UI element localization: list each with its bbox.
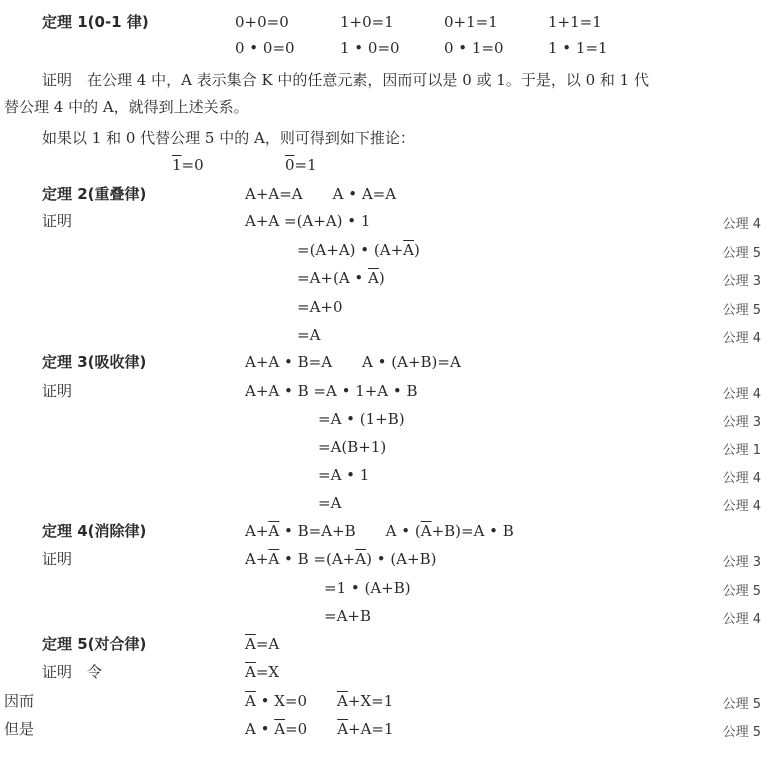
then-ref: 公理 5 [722,697,761,712]
theorem-2-title: 定理 2(重叠律) [42,185,147,203]
t4-step-1: $A+\overline{A}$ • $B =(A+\overline{A})$ • (A+B) [245,550,437,568]
t2-step-1-ref: 公理 4 [722,217,761,232]
theorem-1-title: 定理 1(0-1 律) [42,13,149,31]
t4-step-3: =A+B [324,607,371,625]
t2-step-2: =(A+A) • $(A+\overline{A})$ [297,241,420,259]
or-op-1: 0+0=0 [235,13,289,31]
t2-step-3: =A+(A • $\overline{A}$) [297,269,385,287]
or-op-2: 1+0=1 [340,13,394,31]
but-expr: A • $\overline{A}=0$ $\overline{A}+A=1$ [245,720,394,738]
then-label: 因而 [4,692,35,710]
t2-step-5: =A [297,326,321,344]
theorem-4-title: 定理 4(消除律) [42,522,147,540]
t3-step-4-ref: 公理 4 [722,471,761,486]
and-op-4: 1 • 1=1 [548,39,608,57]
then-expr: $\overline{A}$ • X=0 $\overline{A}+X=1$ [245,692,394,710]
or-op-4: 1+1=1 [548,13,602,31]
t3-step-3-ref: 公理 1 [722,443,761,458]
and-op-2: 1 • 0=0 [340,39,400,57]
theorem-3-title: 定理 3(吸收律) [42,353,147,371]
t4-step-3-ref: 公理 4 [722,612,761,627]
but-ref: 公理 5 [722,725,761,740]
theorem-3-statement: A+A • B=A A • (A+B)=A [245,353,461,371]
theorem-5-title: 定理 5(对合律) [42,635,147,653]
proof-paragraph-line-2: 替公理 4 中的 A，就得到上述关系。 [4,98,249,116]
t2-step-2-ref: 公理 5 [722,246,761,261]
t3-step-3: =A(B+1) [318,438,387,456]
t4-step-2: =1 • (A+B) [324,579,411,597]
t2-step-3-ref: 公理 3 [722,274,761,289]
and-op-3: 0 • 1=0 [444,39,504,57]
corollary-1: 1=0 [172,156,204,174]
t2-step-5-ref: 公理 4 [722,331,761,346]
t3-step-1-ref: 公理 4 [722,387,761,402]
t2-step-1: A+A =(A+A) • 1 [245,212,371,230]
proof-paragraph-line-1: 证明 在公理 4 中，A 表示集合 K 中的任意元素，因而可以是 0 或 1。于是，以 0 和 1 代 [42,71,649,89]
and-op-1: 0 • 0=0 [235,39,295,57]
t2-step-4-ref: 公理 5 [722,303,761,318]
t4-step-1-ref: 公理 3 [722,555,761,570]
t3-step-1: A+A • B =A • 1+A • B [245,382,418,400]
corollary-2: 0=1 [285,156,317,174]
t3-step-5-ref: 公理 4 [722,499,761,514]
theorem-5-proof-label: 证明 令 [42,663,103,681]
theorem-5-statement: $\overline{A}=A$ [245,635,280,653]
theorem-4-statement: $A+\overline{A}$ • B=A+B A • $(\overline{A}+B)=A$ • B [245,522,514,540]
t3-step-2-ref: 公理 3 [722,415,761,430]
t3-step-5: =A [318,494,342,512]
t3-step-4: =A • 1 [318,466,370,484]
t3-step-2: =A • (1+B) [318,410,405,428]
theorem-5-let: $\overline{A}=X$ [245,663,280,681]
or-op-3: 0+1=1 [444,13,498,31]
t2-step-4: =A+0 [297,298,343,316]
theorem-2-statement: A+A=A A • A=A [245,185,397,203]
theorem-2-proof-label: 证明 [42,212,73,230]
but-label: 但是 [4,720,35,738]
theorem-3-proof-label: 证明 [42,382,73,400]
corollary-intro: 如果以 1 和 0 代替公理 5 中的 A，则可得到如下推论： [42,129,415,147]
t4-step-2-ref: 公理 5 [722,584,761,599]
theorem-4-proof-label: 证明 [42,550,73,568]
